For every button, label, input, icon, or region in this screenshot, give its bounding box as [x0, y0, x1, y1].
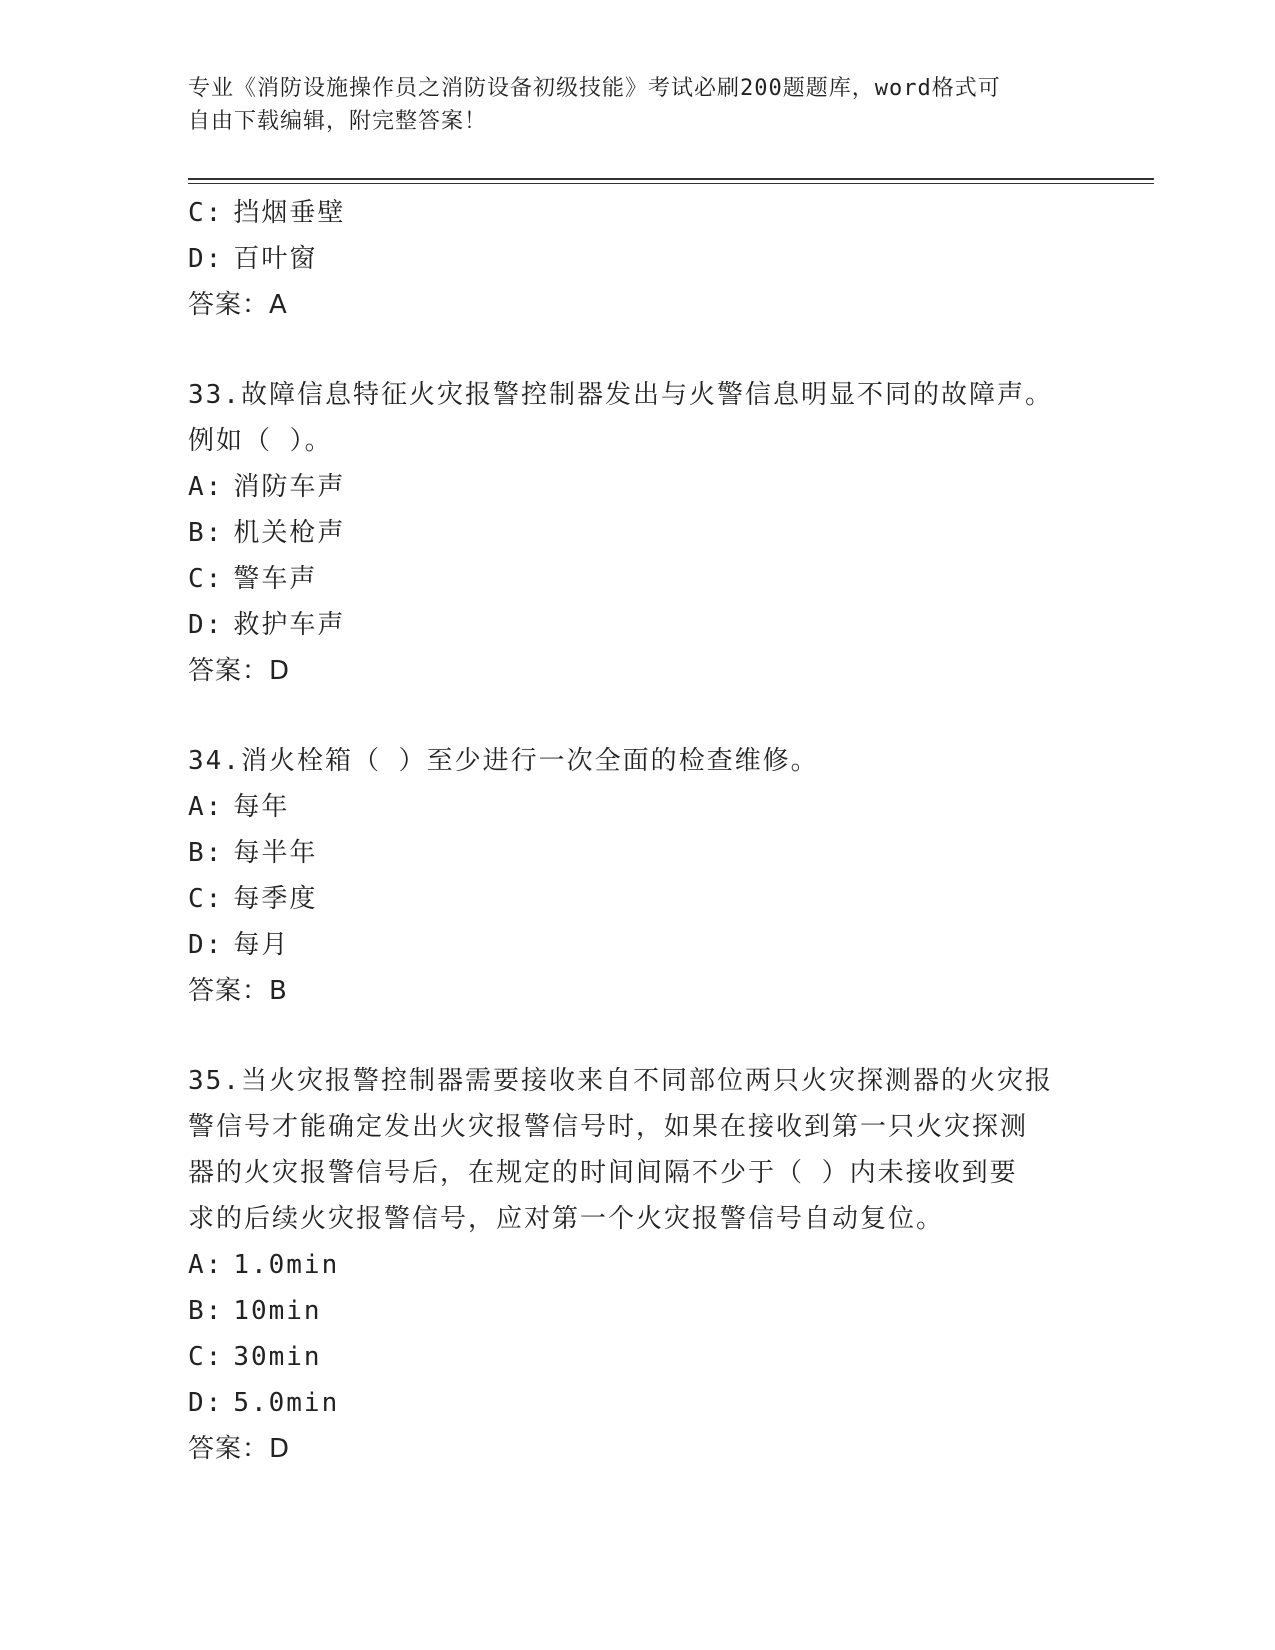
answer-label: 答案：	[188, 290, 270, 320]
header-divider-thick	[188, 178, 1154, 180]
answer-label: 答案：	[188, 1434, 270, 1464]
option-key: D	[188, 1388, 206, 1418]
option-text: 10min	[233, 1296, 322, 1326]
option-key: D	[188, 244, 206, 274]
option-c: C: 每季度	[188, 884, 318, 914]
header-line-2: 自由下载编辑，附完整答案！	[188, 109, 488, 134]
option-key: C	[188, 198, 206, 228]
question-stem-line: 33.故障信息特征火灾报警控制器发出与火警信息明显不同的故障声。	[188, 380, 1053, 410]
question-stem-line: 35.当火灾报警控制器需要接收来自不同部位两只火灾探测器的火灾报	[188, 1066, 1053, 1096]
option-c: C: 警车声	[188, 564, 318, 594]
option-text: 救护车声	[233, 610, 346, 640]
document-header	[188, 72, 1088, 138]
option-key: C	[188, 884, 206, 914]
option-b: B: 10min	[188, 1296, 322, 1326]
answer-label: 答案：	[188, 976, 270, 1006]
option-text: 每半年	[233, 838, 318, 868]
option-key: C	[188, 564, 206, 594]
option-key: B	[188, 518, 206, 548]
option-key: B	[188, 838, 206, 868]
answer-value: B	[269, 976, 288, 1006]
header-line-1: 专业《消防设施操作员之消防设备初级技能》考试必刷200题题库，word格式可	[188, 76, 1001, 101]
option-key: D	[188, 930, 206, 960]
continued-question-block	[188, 190, 1088, 328]
answer-line	[188, 282, 1088, 328]
option-b: B: 每半年	[188, 838, 318, 868]
option-b: B: 机关枪声	[188, 518, 346, 548]
option-a: A: 1.0min	[188, 1250, 340, 1280]
option-d: D: 救护车声	[188, 610, 346, 640]
answer-value: D	[269, 1434, 291, 1464]
question-stem-line: 34.消火栓箱（ ）至少进行一次全面的检查维修。	[188, 746, 819, 776]
option-text: 百叶窗	[233, 244, 318, 274]
option-key: A	[188, 472, 206, 502]
answer-line	[188, 968, 1088, 1014]
option-d: D: 百叶窗	[188, 244, 318, 274]
option-c: C: 挡烟垂壁	[188, 198, 346, 228]
header-divider-thin	[188, 183, 1154, 184]
option-key: A	[188, 792, 206, 822]
option-key: B	[188, 1296, 206, 1326]
option-a: A: 每年	[188, 792, 290, 822]
option-text: 5.0min	[233, 1388, 340, 1418]
answer-line	[188, 648, 1088, 694]
option-text: 1.0min	[233, 1250, 340, 1280]
option-key: C	[188, 1342, 206, 1372]
option-d: D: 每月	[188, 930, 290, 960]
question-stem-line: 求的后续火灾报警信号，应对第一个火灾报警信号自动复位。	[188, 1204, 945, 1234]
question-block-34	[188, 738, 1088, 1014]
option-c: C: 30min	[188, 1342, 322, 1372]
question-list	[188, 190, 1088, 1472]
option-text: 机关枪声	[233, 518, 346, 548]
answer-label: 答案：	[188, 656, 270, 686]
option-text: 警车声	[233, 564, 318, 594]
option-text: 每季度	[233, 884, 318, 914]
option-text: 30min	[233, 1342, 322, 1372]
answer-value: D	[269, 656, 291, 686]
question-block-33	[188, 372, 1088, 694]
option-text: 消防车声	[233, 472, 346, 502]
question-stem-line: 例如（ ）。	[188, 426, 333, 456]
answer-value: A	[269, 290, 288, 320]
option-text: 每年	[233, 792, 290, 822]
question-stem-line: 器的火灾报警信号后，在规定的时间间隔不少于（ ）内未接收到要	[188, 1158, 1018, 1188]
option-text: 每月	[233, 930, 290, 960]
answer-line	[188, 1426, 1088, 1472]
option-text: 挡烟垂壁	[233, 198, 346, 228]
question-block-35	[188, 1058, 1088, 1472]
option-key: A	[188, 1250, 206, 1280]
question-stem-line: 警信号才能确定发出火灾报警信号时，如果在接收到第一只火灾探测	[188, 1112, 1029, 1142]
option-d: D: 5.0min	[188, 1388, 340, 1418]
option-key: D	[188, 610, 206, 640]
option-a: A: 消防车声	[188, 472, 346, 502]
